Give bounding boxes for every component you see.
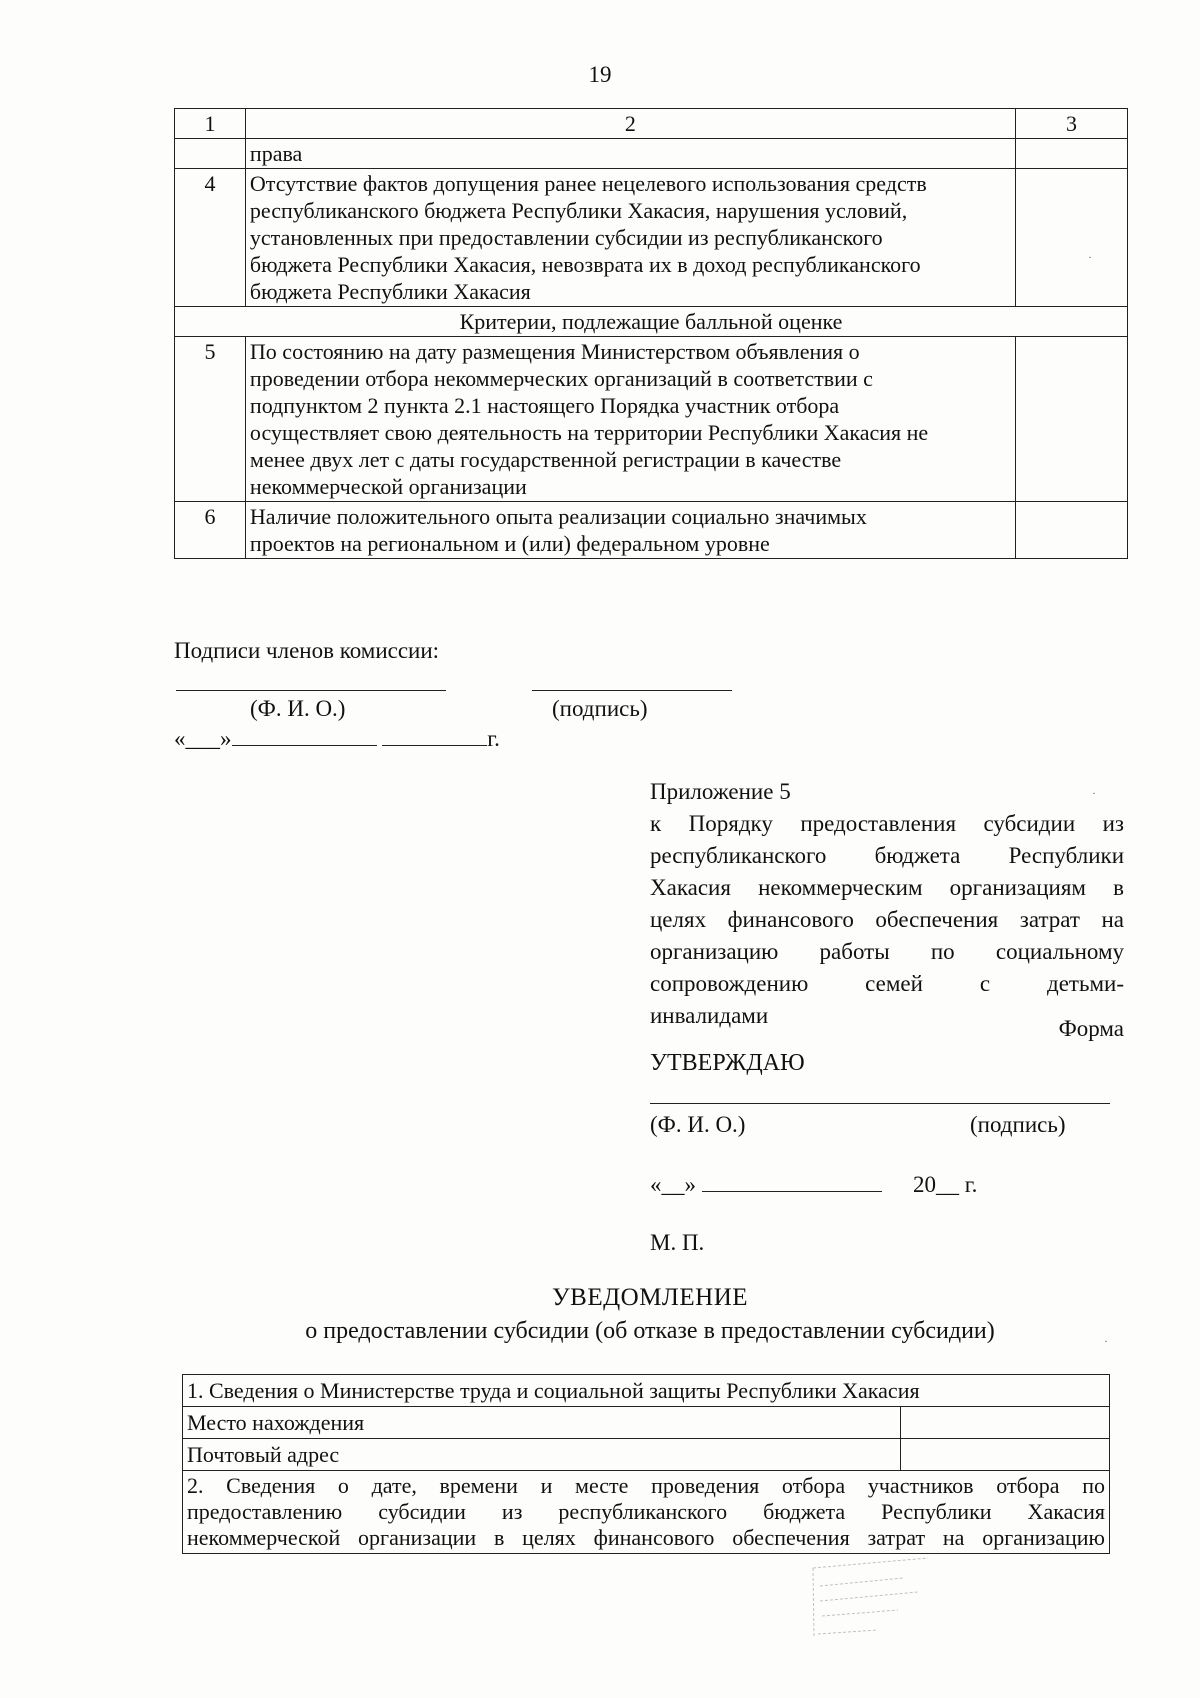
criterion-line: бюджета Республики Хакасия: [249, 279, 531, 304]
table-row: [175, 502, 1128, 559]
postal-address-value: [901, 1439, 1110, 1471]
table-row: [183, 1407, 1110, 1439]
table-header-row: [175, 109, 1128, 139]
approval-date: [650, 1172, 882, 1198]
annex-line: к Порядку предоставления субсидии из: [650, 811, 1124, 836]
scan-speck: ·: [1104, 1334, 1108, 1348]
stamp-place-label: М. П.: [650, 1230, 705, 1255]
ministry-section-heading: 1. Сведения о Министерстве труда и социальной защиты Республики Хакасия: [183, 1375, 1110, 1407]
approval-signature-caption: (подпись): [970, 1112, 1066, 1137]
criterion-line: бюджета Республики Хакасия, невозврата их в доход республиканского: [249, 252, 921, 277]
criterion-line: По состоянию на дату размещения Министерством объявления о: [249, 339, 860, 364]
approval-fio-caption: (Ф. И. О.): [650, 1112, 746, 1137]
approval-title: УТВЕРЖДАЮ: [650, 1050, 805, 1076]
location-value: [901, 1407, 1110, 1439]
header-cell-score: 3: [1015, 109, 1127, 139]
faint-stamp-mark: [808, 1556, 958, 1646]
criterion-line: установленных при предоставлении субсидии из республиканского: [249, 225, 883, 250]
criterion-line: Наличие положительного опыта реализации социально значимых: [249, 504, 867, 529]
date-year-suffix: г.: [487, 726, 500, 751]
criterion-line: подпунктом 2 пункта 2.1 настоящего Порядка участник отбора: [249, 393, 840, 418]
scan-speck: ·: [1088, 250, 1092, 264]
location-label: Место нахождения: [183, 1407, 901, 1439]
row-criterion: права: [245, 139, 1015, 169]
page-number: 19: [588, 62, 612, 87]
row-criterion: [245, 502, 1015, 559]
commission-date: [174, 726, 500, 752]
date-day: «___»: [174, 726, 232, 751]
row-score: [1015, 502, 1127, 559]
annex-line: целях финансового обеспечения затрат на: [650, 907, 1124, 932]
date-month-line: [232, 745, 377, 746]
notice-info-table: [182, 1374, 1110, 1554]
selection-line: 2. Сведения о дате, времени и месте проведения отбора участников отбора по: [187, 1473, 1105, 1498]
annex-line: Хакасия некоммерческим организациям в: [650, 875, 1124, 900]
annex-title: Приложение 5: [650, 779, 791, 804]
section-heading: Критерии, подлежащие балльной оценке: [175, 307, 1128, 337]
header-cell-number: 1: [175, 109, 246, 139]
criterion-line: Отсутствие фактов допущения ранее нецелевого использования средств: [249, 171, 927, 196]
table-row: [175, 139, 1128, 169]
approval-underline: [650, 1103, 1110, 1104]
annex-line: республиканского бюджета Республики: [650, 843, 1124, 868]
table-row: [183, 1439, 1110, 1471]
header-cell-criterion: 2: [245, 109, 1015, 139]
notice-title: УВЕДОМЛЕНИЕ: [551, 1284, 749, 1311]
signature-caption: (подпись): [552, 696, 648, 721]
table-row: [175, 169, 1128, 307]
table-row: [183, 1471, 1110, 1554]
fio-caption: (Ф. И. О.): [250, 696, 346, 721]
commission-signatures-title: Подписи членов комиссии:: [174, 638, 440, 663]
row-score: [1015, 139, 1127, 169]
criterion-line: республиканского бюджета Республики Хакасия, нарушения условий,: [249, 198, 908, 223]
approval-date-day: «__»: [650, 1172, 696, 1197]
annex-block: [650, 776, 1124, 1032]
date-year-line: [382, 745, 487, 746]
row-score: [1015, 337, 1127, 502]
row-number: 6: [175, 502, 246, 559]
notice-subtitle: о предоставлении субсидии (об отказе в предоставлении субсидии): [305, 1318, 995, 1344]
selection-section-heading: [183, 1471, 1110, 1554]
annex-line: организацию работы по социальному: [650, 939, 1124, 964]
row-number: 5: [175, 337, 246, 502]
selection-line: некоммерческой организации в целях финансового обеспечения затрат на организацию: [187, 1525, 1105, 1550]
signature-underline: [532, 690, 732, 691]
criterion-line: осуществляет свою деятельность на территории Республики Хакасия не: [249, 420, 929, 445]
criteria-table: [174, 108, 1128, 559]
row-score: [1015, 169, 1127, 307]
criterion-line: некоммерческой организации: [249, 474, 527, 499]
criterion-line: проектов на региональном и (или) федеральном уровне: [249, 531, 770, 556]
table-row: [175, 337, 1128, 502]
annex-line: сопровождению семей с детьми-: [650, 971, 1124, 996]
row-criterion: [245, 337, 1015, 502]
selection-line: предоставлению субсидии из республиканского бюджета Республики Хакасия: [187, 1499, 1105, 1524]
fio-underline: [176, 690, 446, 691]
row-number: [175, 139, 246, 169]
scan-speck: ·: [1092, 786, 1096, 800]
row-criterion: [245, 169, 1015, 307]
annex-line: инвалидами: [650, 1003, 769, 1028]
approval-date-month-line: [702, 1191, 882, 1192]
table-row: [183, 1375, 1110, 1407]
form-label: Форма: [1058, 1016, 1124, 1041]
criterion-line: проведении отбора некоммерческих организаций в соответствии с: [249, 366, 873, 391]
postal-address-label: Почтовый адрес: [183, 1439, 901, 1471]
criterion-line: менее двух лет с даты государственной регистрации в качестве: [249, 447, 842, 472]
approval-year: 20__ г.: [913, 1172, 978, 1197]
row-number: 4: [175, 169, 246, 307]
section-row: [175, 307, 1128, 337]
